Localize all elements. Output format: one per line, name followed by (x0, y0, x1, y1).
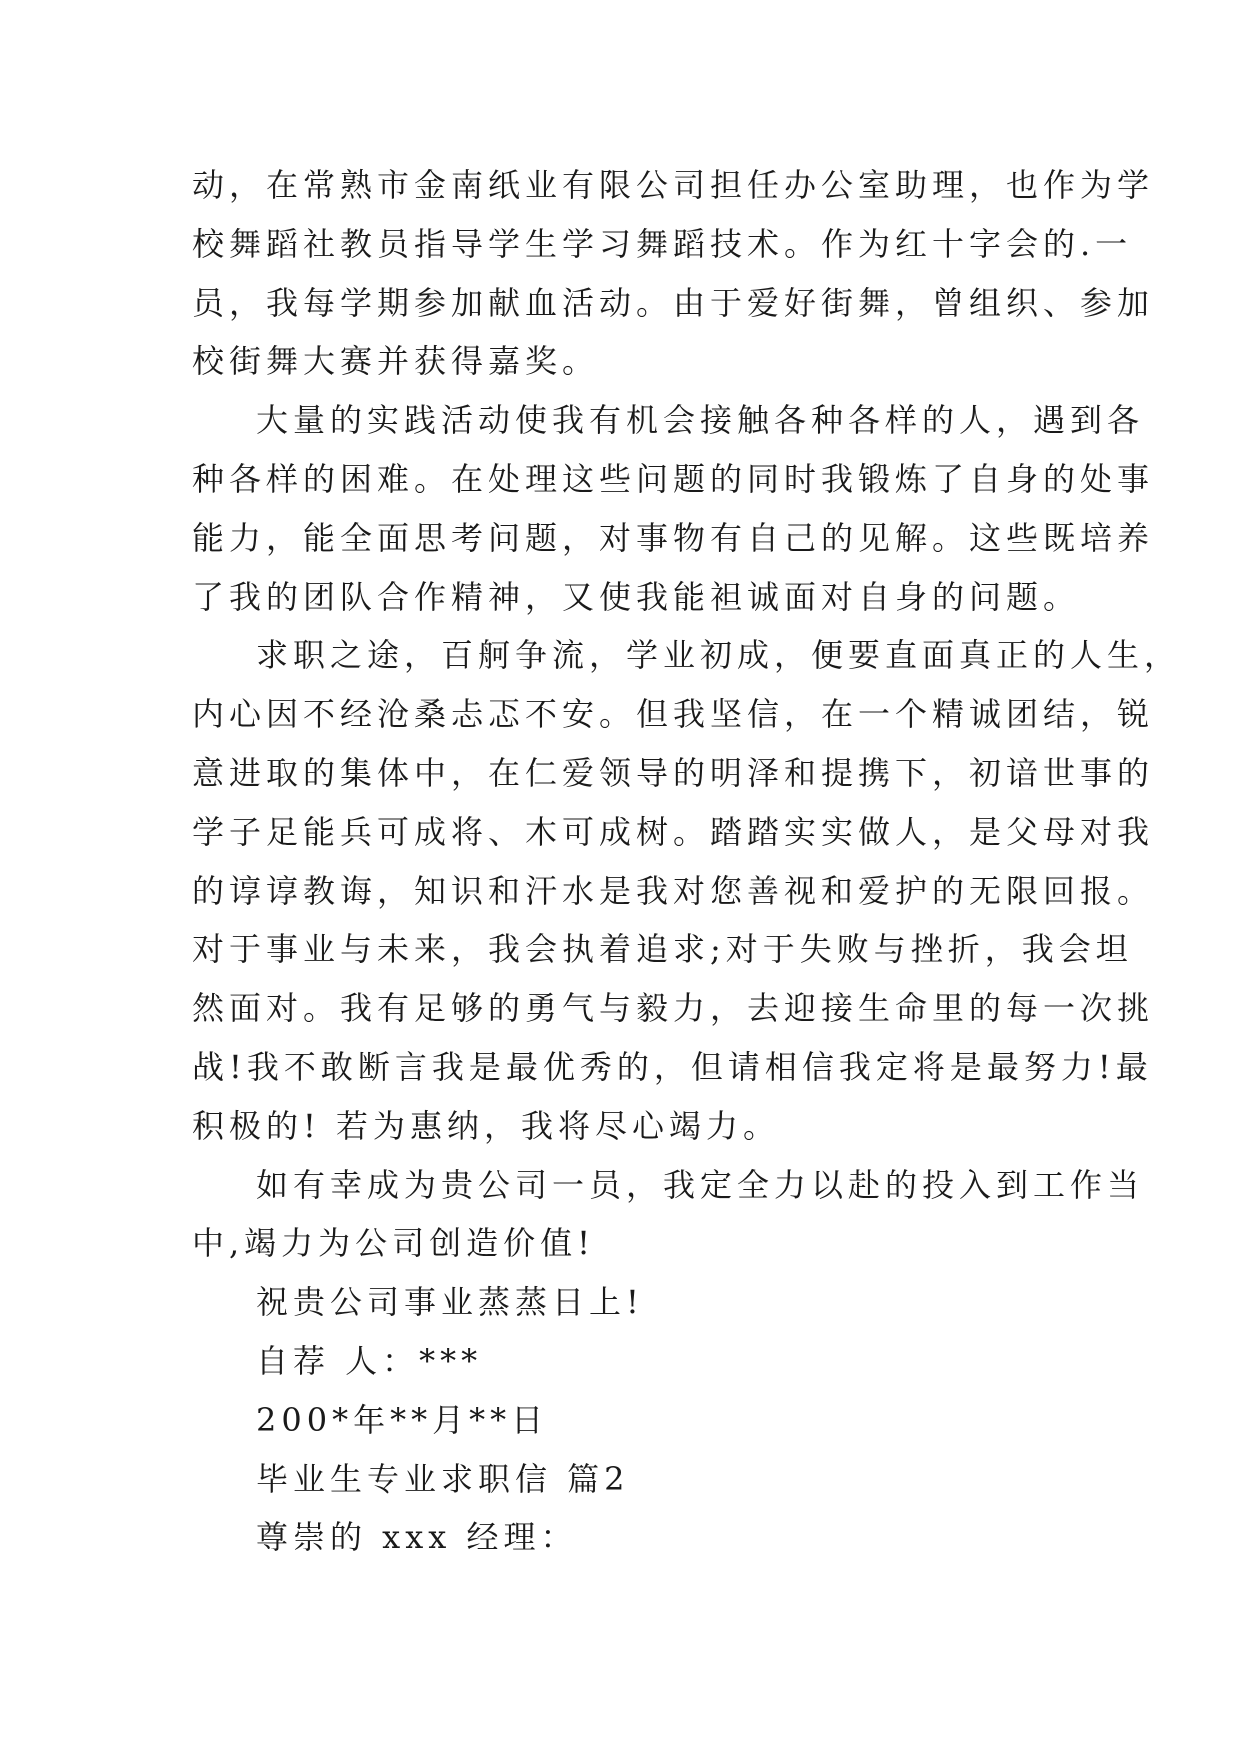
text-line: 校街舞大赛并获得嘉奖。 (192, 342, 600, 381)
text-line: 200*年**月**日 (256, 1400, 549, 1439)
text-line: 种各样的困难。在处理这些问题的同时我锻炼了自身的处事 (192, 459, 1155, 498)
text-line: 大量的实践活动使我有机会接触各种各样的人，遇到各 (256, 401, 1145, 440)
text-line: 动，在常熟市金南纸业有限公司担任办公室助理，也作为学 (192, 166, 1155, 204)
text-line: 能力，能全面思考问题，对事物有自己的见解。这些既培养 (192, 518, 1155, 557)
text-line: 了我的团队合作精神，又使我能袒诚面对自身的问题。 (192, 577, 1081, 616)
text-line: 求职之途，百舸争流，学业初成，便要直面真正的人生， (256, 636, 1182, 675)
text-line: 校舞蹈社教员指导学生学习舞蹈技术。作为红十字会的.一 (192, 224, 1133, 263)
letter-body (192, 156, 1182, 1567)
text-line: 然面对。我有足够的勇气与毅力，去迎接生命里的每一次挑 (192, 989, 1155, 1028)
text-line: 如有幸成为贵公司一员，我定全力以赴的投入到工作当 (256, 1165, 1145, 1204)
text-line: 战!我不敢断言我是最优秀的，但请相信我定将是最努力!最 (192, 1047, 1153, 1086)
text-line: 内心因不经沧桑忐忑不安。但我坚信，在一个精诚团结，锐 (192, 695, 1155, 734)
text-line: 的谆谆教诲，知识和汗水是我对您善视和爱护的无限回报。 (192, 871, 1155, 910)
text-line: 尊崇的 xxx 经理： (256, 1518, 578, 1557)
text-line: 意进取的集体中，在仁爱领导的明泽和提携下，初谙世事的 (192, 753, 1155, 792)
text-line: 员，我每学期参加献血活动。由于爱好街舞，曾组织、参加 (192, 283, 1155, 322)
text-line: 祝贵公司事业蒸蒸日上! (256, 1283, 644, 1322)
text-line: 学子足能兵可成将、木可成树。踏踏实实做人，是父母对我 (192, 812, 1155, 851)
text-line: 自荐 人：*** (256, 1341, 483, 1380)
text-line: 毕业生专业求职信 篇2 (256, 1459, 630, 1498)
text-line: 积极的! 若为惠纳，我将尽心竭力。 (192, 1106, 781, 1145)
text-line: 中,竭力为公司创造价值! (192, 1224, 596, 1263)
text-line: 对于事业与未来，我会执着追求;对于失败与挫折，我会坦 (192, 930, 1133, 969)
